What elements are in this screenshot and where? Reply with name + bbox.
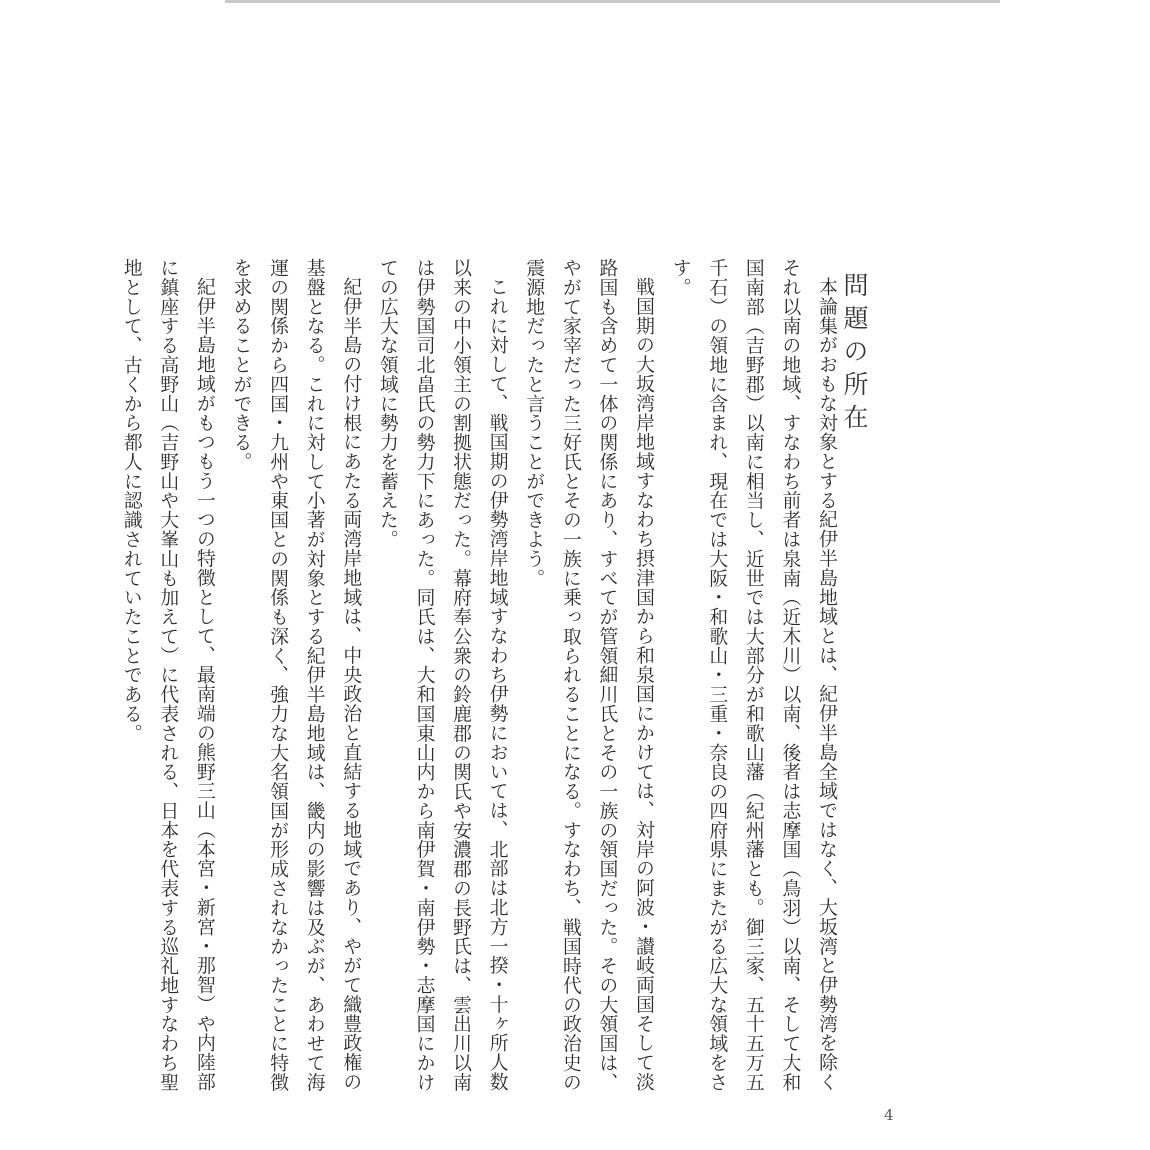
paragraph: これに対して、戦国期の伊勢湾岸地域すなわち伊勢においては、北部は北方一揆・十ヶ所人数以来の中小領主の割拠状態だった。幕府奉公衆の鈴鹿郡の関氏や安濃郡の長野氏は、雲出川以南は伊勢国司北畠氏の勢力下にあった。同氏は、大和国東山内から南伊賀・南伊勢・志摩国にかけての広大な領域に勢力を蓄えた。 xyxy=(376,258,508,1092)
page-number: 4 xyxy=(884,1106,894,1124)
paragraph: 戦国期の大坂湾岸地域すなわち摂津国から和泉国にかけては、対岸の阿波・讃岐両国そして淡路国も含めて一体の関係にあり、すべてが管領細川氏とその一族の領国だった。その大領国は、やがて家宰だった三好氏とその一族に乗っ取られることになる。すなわち、戦国時代の政治史の震源地だったと言うことができよう。 xyxy=(523,258,655,1092)
paragraph: 本論集がおもな対象とする紀伊半島地域とは、紀伊半島全域ではなく、大坂湾と伊勢湾を除くそれ以南の地域、すなわち前者は泉南（近木川）以南、後者は志摩国（鳥羽）以南、そして大和国南部（吉野郡）以南に相当し、近世では大部分が和歌山藩（紀州藩とも。御三家、五十五万五千石）の領地に含まれ、現在では大阪・和歌山・三重・奈良の四府県にまたがる広大な領域をさす。 xyxy=(669,258,837,1092)
body-text xyxy=(120,258,844,1098)
page-top-edge xyxy=(225,0,1000,3)
page-heading: 問題の所在 xyxy=(840,272,869,437)
paragraph: 紀伊半島地域がもつもう一つの特徴として、最南端の熊野三山（本宮・新宮・那智）や内陸部に鎮座する高野山（吉野山や大峯山も加えて）に代表される、日本を代表する巡礼地すなわち聖地として、古くから都人に認識されていたことである。 xyxy=(120,258,215,1092)
paragraph: 紀伊半島の付け根にあたる両湾岸地域は、中央政治と直結する地域であり、やがて織豊政権の基盤となる。これに対して小著が対象とする紀伊半島地域は、畿内の影響は及ぶが、あわせて海運の関係から四国・九州や東国との関係も深く、強力な大名領国が形成されなかったことに特徴を求めることができる。 xyxy=(230,258,362,1092)
